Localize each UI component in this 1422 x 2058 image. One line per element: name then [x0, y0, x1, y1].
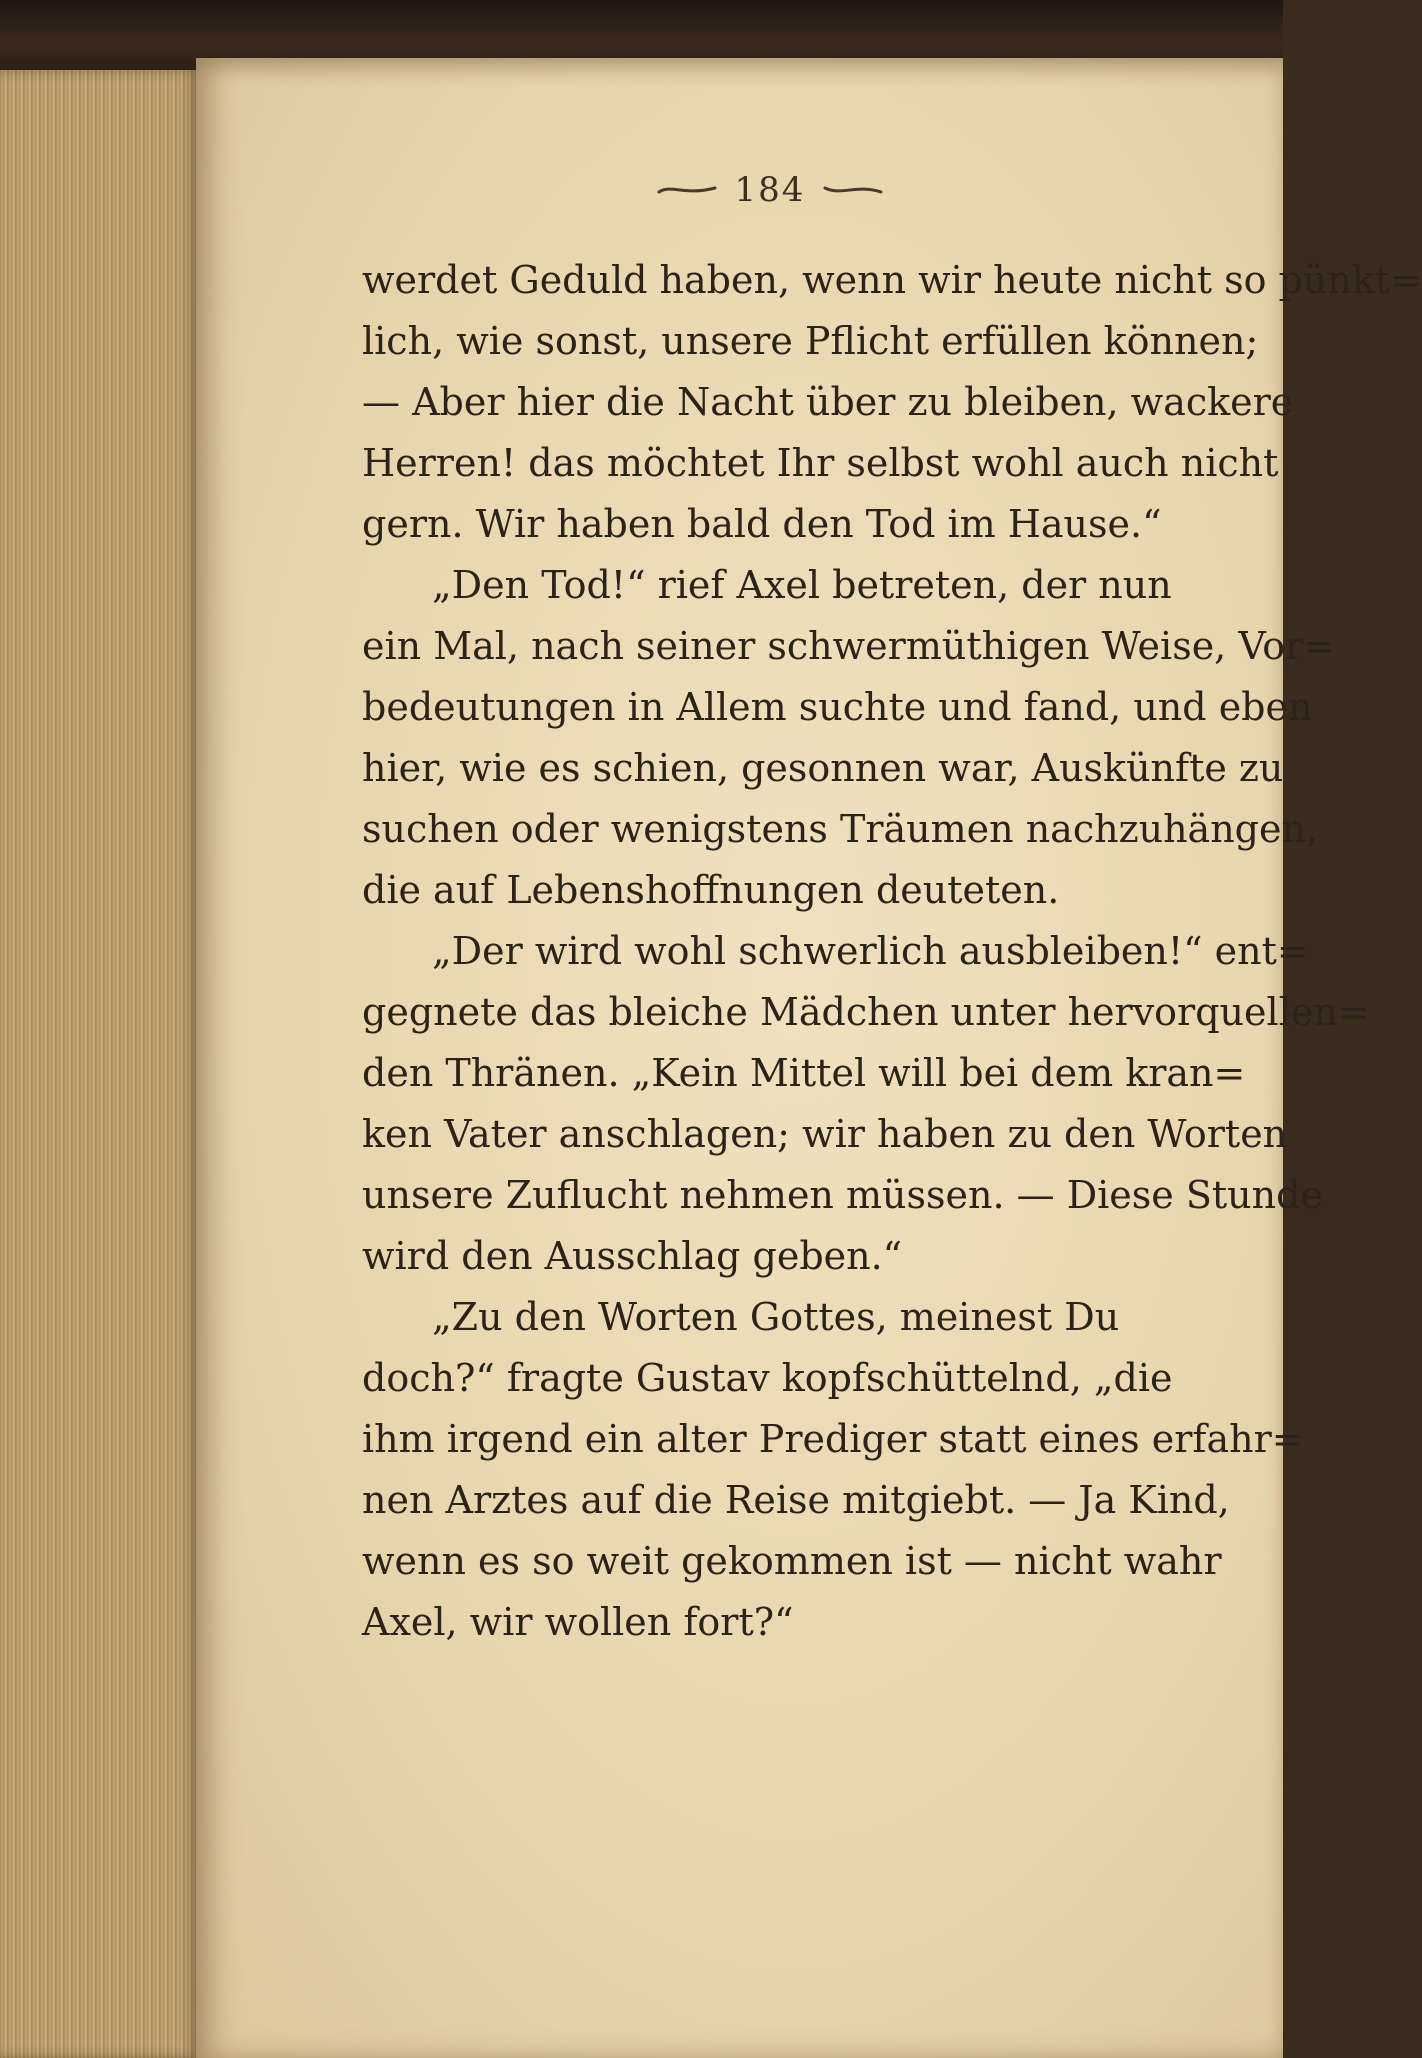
text-line: ein Mal, nach seiner schwermüthigen Weise, Vor=	[362, 624, 1336, 668]
bleed-through-text	[345, 1640, 1165, 1680]
text-line: lich, wie sonst, unsere Pflicht erfüllen können;	[362, 319, 1259, 363]
text-line: die auf Lebenshoffnungen deuteten.	[362, 868, 1060, 912]
text-line: „Zu den Worten Gottes, meinest Du	[432, 1295, 1120, 1339]
text-line: gegnete das bleiche Mädchen unter hervorquellen=	[362, 990, 1370, 1034]
text-line: „Der wird wohl schwerlich ausbleiben!“ ent=	[432, 929, 1309, 973]
text-line: ihm irgend ein alter Prediger statt eines erfahr=	[362, 1417, 1304, 1461]
text-line: — Aber hier die Nacht über zu bleiben, wackere	[362, 380, 1294, 424]
left-ornament-icon	[657, 182, 717, 198]
body-text	[362, 250, 1422, 1653]
text-line: doch?“ fragte Gustav kopfschüttelnd, „die	[362, 1356, 1173, 1400]
text-line: ken Vater anschlagen; wir haben zu den Worten	[362, 1112, 1288, 1156]
page-header	[620, 160, 920, 220]
text-line: werdet Geduld haben, wenn wir heute nicht so pünkt=	[362, 258, 1422, 302]
right-ornament-icon	[823, 182, 883, 198]
page-number: 184	[734, 170, 806, 210]
text-line: nen Arztes auf die Reise mitgiebt. — Ja Kind,	[362, 1478, 1230, 1522]
page-edge-stack	[0, 70, 200, 2058]
text-line: wenn es so weit gekommen ist — nicht wahr	[362, 1539, 1222, 1583]
text-line: „Den Tod!“ rief Axel betreten, der nun	[432, 563, 1172, 607]
text-line: unsere Zuflucht nehmen müssen. — Diese Stunde	[362, 1173, 1323, 1217]
top-binding-shadow	[0, 0, 1283, 64]
text-line: Axel, wir wollen fort?“	[362, 1600, 794, 1644]
text-line: Herren! das möchtet Ihr selbst wohl auch nicht	[362, 441, 1279, 485]
text-line: suchen oder wenigstens Träumen nachzuhängen,	[362, 807, 1319, 851]
text-line: gern. Wir haben bald den Tod im Hause.“	[362, 502, 1162, 546]
text-line: bedeutungen in Allem suchte und fand, und eben	[362, 685, 1313, 729]
text-line: hier, wie es schien, gesonnen war, Auskünfte zu	[362, 746, 1284, 790]
text-line: wird den Ausschlag geben.“	[362, 1234, 903, 1278]
text-line: den Thränen. „Kein Mittel will bei dem kran=	[362, 1051, 1246, 1095]
